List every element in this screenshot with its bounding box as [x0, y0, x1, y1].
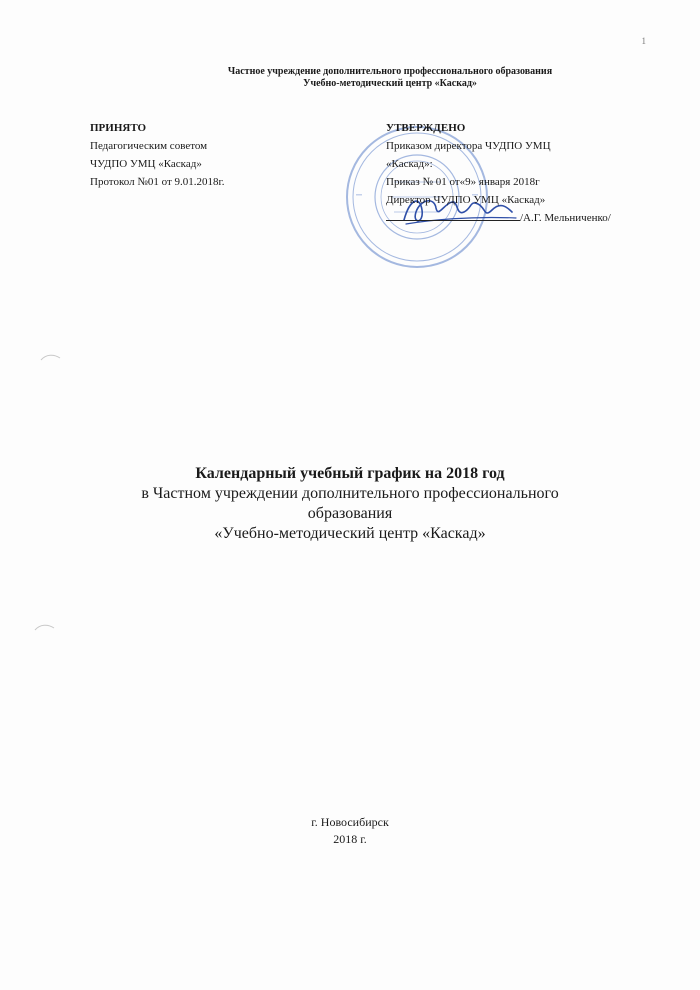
approved-line-1: Приказом директора ЧУДПО УМЦ [386, 140, 551, 152]
document-title: Календарный учебный график на 2018 год [195, 465, 505, 482]
title-line-2: в Частном учреждении дополнительного профессионального [141, 485, 559, 502]
accepted-line-1: Педагогическим советом [90, 140, 208, 152]
accepted-line-2: ЧУДПО УМЦ «Каскад» [90, 158, 202, 170]
signature-blank [386, 210, 520, 221]
scan-mark-icon [34, 622, 56, 632]
title-line-4: «Учебно-методический центр «Каскад» [214, 525, 486, 542]
footer-city: г. Новосибирск [311, 815, 389, 829]
header-line-1: Частное учреждение дополнительного профессионального образования [227, 66, 553, 77]
approved-line-4: Директор ЧУДПО УМЦ «Каскад» [386, 194, 546, 206]
approved-block [386, 119, 656, 227]
organization-header [0, 66, 700, 90]
accepted-block [90, 119, 330, 191]
document-title-block [60, 464, 640, 544]
accepted-line-3: Протокол №01 от 9.01.2018г. [90, 176, 225, 188]
document-footer [0, 814, 700, 848]
signatory-name: /А.Г. Мельниченко/ [520, 212, 611, 224]
signature-line [386, 209, 656, 227]
title-line-3: образования [307, 505, 393, 522]
page-number: 1 [641, 36, 646, 46]
approved-line-2: «Каскад»: [386, 158, 433, 170]
scan-mark-icon [40, 352, 62, 362]
approved-line-3: Приказ № 01 от«9» января 2018г [386, 176, 540, 188]
footer-year: 2018 г. [333, 832, 367, 846]
header-line-2: Учебно-методический центр «Каскад» [303, 78, 477, 89]
accepted-heading: ПРИНЯТО [90, 122, 147, 134]
approved-heading: УТВЕРЖДЕНО [386, 122, 466, 134]
